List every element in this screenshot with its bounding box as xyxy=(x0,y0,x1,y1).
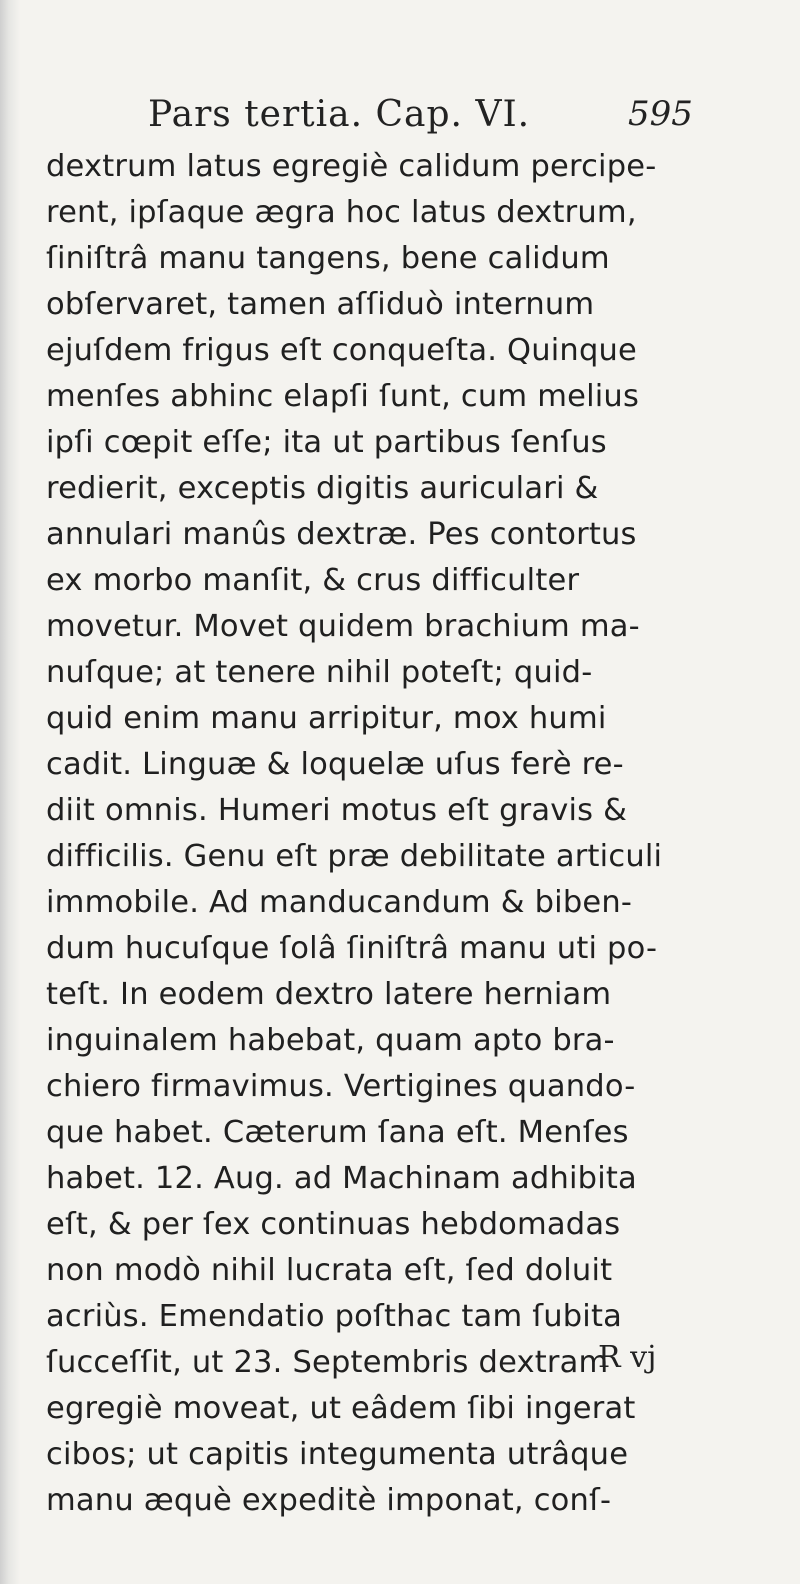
text-line: movetur. Movet quidem brachium ma- xyxy=(46,609,640,644)
page-number: 595 xyxy=(628,94,693,134)
body-text xyxy=(46,144,786,1524)
text-line: menſes abhinc elapſi ſunt, cum melius xyxy=(46,379,640,414)
text-line: obſervaret, tamen aſſiduò internum xyxy=(46,287,595,322)
text-line: ex morbo manſit, & crus difficulter xyxy=(46,563,580,598)
text-line: quid enim manu arripitur, mox humi xyxy=(46,701,607,736)
text-line: diit omnis. Humeri motus eſt gravis & xyxy=(46,793,628,828)
text-line: nuſque; at tenere nihil poteſt; quid- xyxy=(46,655,593,690)
text-line: teſt. In eodem dextro latere herniam xyxy=(46,977,612,1012)
text-line: egregiè moveat, ut eâdem ſibi ingerat xyxy=(46,1391,636,1426)
text-line: ſucceſſit, ut 23. Septembris dextram xyxy=(46,1345,609,1380)
text-line: dum hucuſque ſolâ ſiniſtrâ manu uti po- xyxy=(46,931,658,966)
text-line: redierit, exceptis digitis auriculari & xyxy=(46,471,599,506)
text-line: ipſi cœpit eſſe; ita ut partibus ſenſus xyxy=(46,425,607,460)
text-line: difficilis. Genu eſt præ debilitate articuli xyxy=(46,839,663,874)
page-header xyxy=(148,94,693,150)
signature-mark: R vj xyxy=(598,1340,657,1375)
text-line: acriùs. Emendatio poſthac tam ſubita xyxy=(46,1299,623,1334)
running-head: Pars tertia. Cap. VI. xyxy=(148,94,531,135)
text-line: habet. 12. Aug. ad Machinam adhibita xyxy=(46,1161,637,1196)
text-line: rent, ipſaque ægra hoc latus dextrum, xyxy=(46,195,637,230)
text-line: immobile. Ad manducandum & biben- xyxy=(46,885,633,920)
text-line: cadit. Linguæ & loquelæ uſus ferè re- xyxy=(46,747,624,782)
text-line: eſt, & per ſex continuas hebdomadas xyxy=(46,1207,621,1242)
text-line: manu æquè expeditè imponat, conſ- xyxy=(46,1483,612,1518)
page-gutter-shadow xyxy=(0,0,20,1584)
text-line: chiero firmavimus. Vertigines quando- xyxy=(46,1069,636,1104)
text-line: non modò nihil lucrata eſt, ſed doluit xyxy=(46,1253,613,1288)
text-line: ſiniſtrâ manu tangens, bene calidum xyxy=(46,241,610,276)
text-line: inguinalem habebat, quam apto bra- xyxy=(46,1023,615,1058)
text-line: dextrum latus egregiè calidum percipe- xyxy=(46,149,657,184)
text-line: que habet. Cæterum ſana eſt. Menſes xyxy=(46,1115,629,1150)
text-line: ejuſdem frigus eſt conqueſta. Quinque xyxy=(46,333,638,368)
text-line: cibos; ut capitis integumenta utrâque xyxy=(46,1437,629,1472)
text-line: annulari manûs dextræ. Pes contortus xyxy=(46,517,637,552)
